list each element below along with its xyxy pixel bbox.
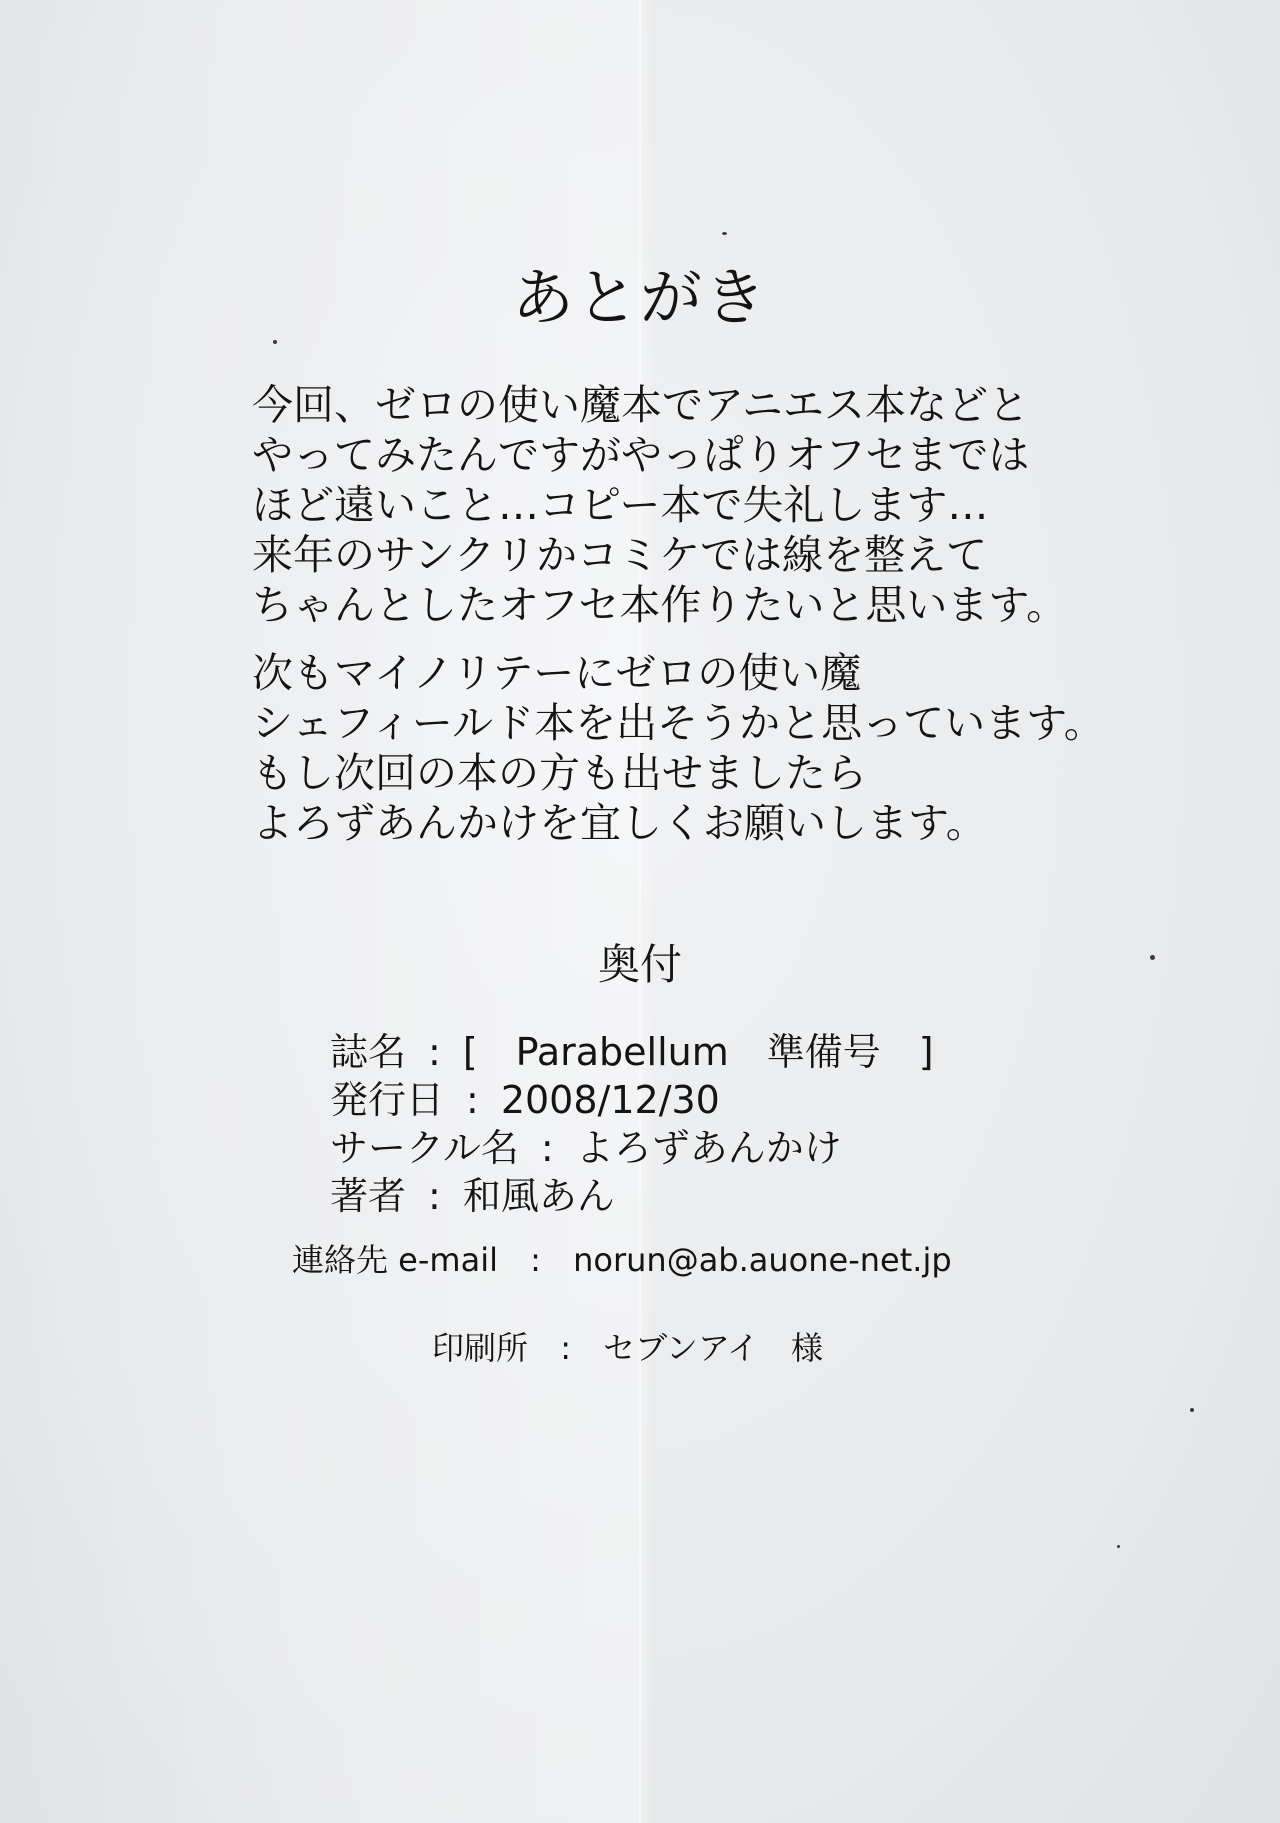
colophon-title: 奥付 [597, 940, 682, 989]
date-row [330, 1076, 1130, 1124]
paper-speck [273, 340, 277, 344]
separator: : [466, 1078, 479, 1122]
afterword-title: あとがき [511, 261, 768, 334]
text-line: シェフィールド本を出そうかと思っています。 [252, 699, 1105, 747]
circle-row [330, 1124, 1130, 1172]
printer-row [432, 1326, 823, 1370]
text-line: ちゃんとしたオフセ本作りたいと思います。 [252, 581, 1068, 629]
circle-value: よろずあんかけ [575, 1126, 842, 1170]
separator: : [428, 1174, 441, 1218]
separator: : [540, 1126, 554, 1170]
circle-label: サークル名 [330, 1126, 519, 1170]
author-row [330, 1172, 1130, 1220]
text-line: もし次回の本の方も出せましたら [252, 749, 867, 797]
paper-speck [1190, 1408, 1194, 1412]
text-line: 次もマイノリテーにゼロの使い魔 [252, 649, 862, 697]
text-line: 来年のサンクリかコミケでは線を整えて [252, 531, 988, 579]
printer-label: 印刷所 [432, 1329, 529, 1367]
separator: : [560, 1329, 571, 1367]
author-value: 和風あん [462, 1174, 615, 1218]
contact-label: 連絡先 e-mail [292, 1241, 498, 1279]
text-line: 今回、ゼロの使い魔本でアニエス本などと [252, 381, 1029, 429]
contact-email: norun@ab.auone-net.jp [573, 1241, 952, 1279]
separator: : [530, 1241, 541, 1279]
text-line: ほど遠いこと…コピー本で失礼します… [252, 481, 989, 529]
separator: : [428, 1030, 441, 1074]
text-line: よろずあんかけを宜しくお願いします。 [252, 799, 987, 847]
paper-speck [722, 232, 727, 235]
afterword-paragraph-1 [252, 380, 1152, 630]
printer-value: セブンアイ 様 [603, 1329, 823, 1367]
paper-speck [1117, 1545, 1120, 1548]
magazine-label: 誌名 [330, 1030, 407, 1074]
afterword-paragraph-2 [252, 648, 1152, 848]
magazine-row [330, 1028, 1130, 1076]
author-label: 著者 [330, 1174, 407, 1218]
date-label: 発行日 [330, 1078, 445, 1122]
date-value: 2008/12/30 [500, 1078, 720, 1122]
paper-speck [1150, 955, 1155, 960]
magazine-value: [ Parabellum 準備号 ] [462, 1030, 934, 1074]
text-line: やってみたんですがやっぱりオフセまでは [252, 431, 1030, 479]
contact-row [292, 1238, 952, 1282]
